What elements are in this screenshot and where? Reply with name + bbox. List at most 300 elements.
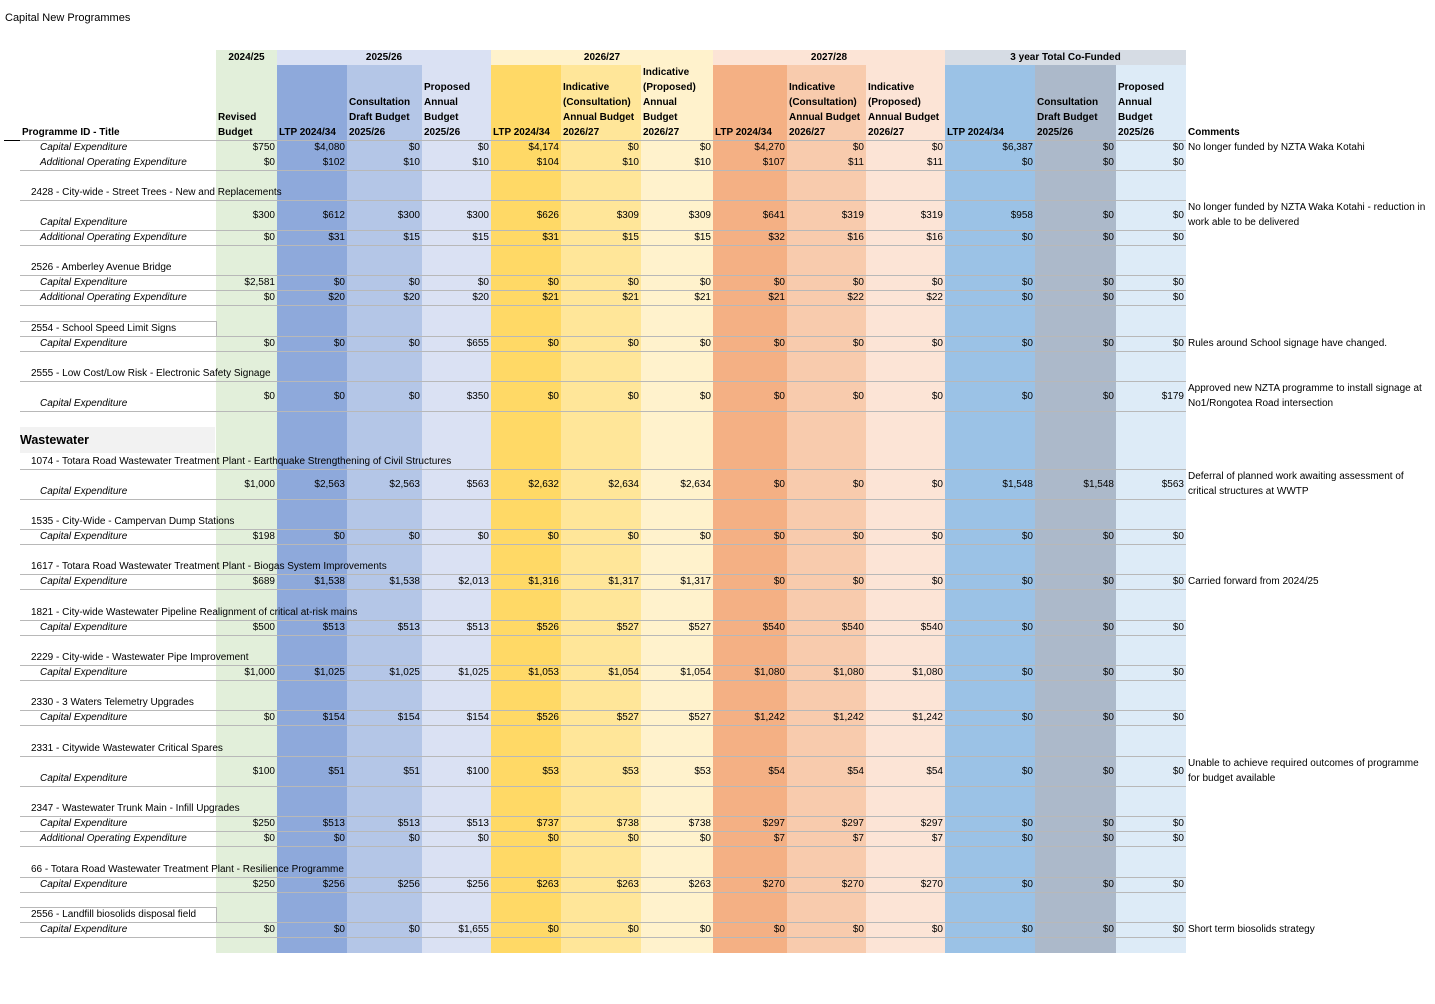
value-cell: $2,581 (244, 277, 275, 288)
line-label: Capital Expenditure (40, 277, 128, 288)
programme-title: 2526 - Amberley Avenue Bridge (31, 262, 172, 273)
comment-text: Rules around School signage have changed. (1188, 338, 1388, 349)
value-cell: $0 (627, 338, 639, 349)
programme-title-row (0, 695, 1435, 710)
value-cell: $0 (1021, 833, 1033, 844)
comment-text: No longer funded by NZTA Waka Kotahi - reduction in work able to be delivered (1188, 202, 1426, 228)
line-label: Capital Expenditure (40, 622, 128, 633)
value-cell: $0 (931, 479, 943, 490)
line-label: Capital Expenditure (40, 773, 128, 784)
value-cell: $0 (263, 391, 275, 402)
value-cell: $0 (1021, 232, 1033, 243)
value-cell: $54 (847, 766, 864, 777)
row-gridline (20, 336, 1186, 337)
value-cell: $21 (768, 292, 785, 303)
value-cell: $0 (852, 391, 864, 402)
value-cell: $0 (627, 924, 639, 935)
value-cell: $0 (1021, 338, 1033, 349)
value-cell: $0 (773, 338, 785, 349)
value-cell: $0 (263, 833, 275, 844)
value-cell: $1,538 (314, 576, 345, 587)
value-cell: $0 (1102, 766, 1114, 777)
value-cell: $0 (263, 232, 275, 243)
value-cell: $31 (542, 232, 559, 243)
value-cell: $0 (773, 391, 785, 402)
value-cell: $16 (847, 232, 864, 243)
value-cell: $0 (1021, 667, 1033, 678)
column-header: LTP 2024/34 (715, 127, 772, 138)
value-cell: $263 (688, 879, 711, 890)
value-cell: $53 (694, 766, 711, 777)
value-cell: $256 (322, 879, 345, 890)
programme-title: 2330 - 3 Waters Telemetry Upgrades (31, 697, 194, 708)
value-cell: $319 (841, 210, 864, 221)
value-cell: $527 (688, 622, 711, 633)
value-cell: $1,317 (680, 576, 711, 587)
value-cell: $1,025 (458, 667, 489, 678)
value-cell: $0 (1102, 667, 1114, 678)
value-cell: $0 (1021, 766, 1033, 777)
value-cell: $198 (252, 531, 275, 542)
value-cell: $0 (931, 924, 943, 935)
value-cell: $0 (852, 142, 864, 153)
value-cell: $1,054 (608, 667, 639, 678)
row-gridline (20, 710, 1186, 711)
value-cell: $10 (403, 157, 420, 168)
programme-title: 1535 - City-Wide - Campervan Dump Stations (31, 516, 235, 527)
row-gridline (20, 529, 1186, 530)
value-cell: $0 (931, 142, 943, 153)
row-gridline (20, 620, 1186, 621)
comment-text: Approved new NZTA programme to install signage at No1/Rongotea Road intersection (1188, 383, 1422, 409)
value-cell: $0 (773, 924, 785, 935)
value-cell: $0 (1172, 712, 1184, 723)
value-cell: $10 (694, 157, 711, 168)
value-cell: $0 (333, 391, 345, 402)
value-cell: $2,013 (458, 576, 489, 587)
value-cell: $21 (542, 292, 559, 303)
line-label: Capital Expenditure (40, 818, 128, 829)
column-header: Indicative (Consultation) Annual Budget 2026/27 (563, 82, 635, 138)
group-header: 3 year Total Co-Funded (945, 50, 1186, 65)
title-box-top (20, 321, 216, 322)
value-cell: $0 (1172, 879, 1184, 890)
value-cell: $0 (1102, 277, 1114, 288)
value-cell: $2,563 (314, 479, 345, 490)
row-gridline (20, 816, 1186, 817)
value-cell: $0 (263, 924, 275, 935)
value-cell: $0 (1102, 712, 1114, 723)
value-cell: $0 (1102, 833, 1114, 844)
value-cell: $0 (1102, 391, 1114, 402)
line-label: Capital Expenditure (40, 142, 128, 153)
value-cell: $7 (852, 833, 864, 844)
value-cell: $563 (466, 479, 489, 490)
value-cell: $0 (1102, 210, 1114, 221)
programme-title-row (0, 559, 1435, 574)
line-label: Capital Expenditure (40, 667, 128, 678)
column-header: Revised Budget (218, 112, 257, 138)
value-cell: $0 (547, 391, 559, 402)
row-gridline (20, 680, 1186, 681)
value-cell: $0 (1102, 232, 1114, 243)
value-cell: $526 (536, 622, 559, 633)
value-cell: $309 (616, 210, 639, 221)
value-cell: $6,387 (1002, 142, 1033, 153)
programme-title-row (0, 185, 1435, 200)
value-cell: $0 (1021, 622, 1033, 633)
value-cell: $15 (403, 232, 420, 243)
programme-title-row (0, 605, 1435, 620)
value-cell: $11 (848, 157, 864, 168)
value-cell: $15 (472, 232, 489, 243)
title-box-top (20, 907, 216, 908)
programme-title-row (0, 741, 1435, 756)
value-cell: $0 (852, 576, 864, 587)
value-cell: $53 (542, 766, 559, 777)
programme-title: 1074 - Totara Road Wastewater Treatment Plant - Earthquake Strengthening of Civil Structures (31, 456, 452, 467)
programme-title-row (0, 366, 1435, 381)
value-cell: $4,080 (314, 142, 345, 153)
row-gridline (20, 275, 1186, 276)
value-cell: $0 (931, 277, 943, 288)
value-cell: $0 (1172, 924, 1184, 935)
row-gridline (20, 937, 1186, 938)
column-header: Indicative (Consultation) Annual Budget 2026/27 (789, 82, 861, 138)
value-cell: $10 (622, 157, 639, 168)
value-cell: $256 (466, 879, 489, 890)
value-cell: $2,563 (389, 479, 420, 490)
value-cell: $0 (852, 531, 864, 542)
programme-title-row (0, 862, 1435, 877)
value-cell: $513 (466, 818, 489, 829)
programme-title-row (0, 801, 1435, 816)
column-header: LTP 2024/34 (493, 127, 550, 138)
value-cell: $0 (263, 712, 275, 723)
line-label: Additional Operating Expenditure (40, 833, 187, 844)
value-cell: $0 (627, 531, 639, 542)
value-cell: $1,080 (833, 667, 864, 678)
value-cell: $4,174 (528, 142, 559, 153)
value-cell: $1,080 (754, 667, 785, 678)
column-header: LTP 2024/34 (279, 127, 336, 138)
value-cell: $527 (688, 712, 711, 723)
value-cell: $0 (699, 391, 711, 402)
value-cell: $1,655 (458, 924, 489, 935)
value-cell: $563 (1161, 479, 1184, 490)
programme-title: 2229 - City-wide - Wastewater Pipe Improvement (31, 652, 249, 663)
comment-text: Carried forward from 2024/25 (1188, 576, 1319, 587)
value-cell: $0 (773, 277, 785, 288)
row-gridline (20, 846, 1186, 847)
programme-title: 1821 - City-wide Wastewater Pipeline Realignment of critical at-risk mains (31, 607, 358, 618)
value-cell: $319 (920, 210, 943, 221)
value-cell: $22 (847, 292, 864, 303)
programme-title: 2554 - School Speed Limit Signs (31, 323, 177, 334)
column-header: LTP 2024/34 (947, 127, 1004, 138)
value-cell: $0 (1021, 576, 1033, 587)
programme-title-row (0, 650, 1435, 665)
value-cell: $540 (762, 622, 785, 633)
comment-text: Unable to achieve required outcomes of programme for budget available (1188, 758, 1419, 784)
value-cell: $0 (1102, 622, 1114, 633)
value-cell: $527 (616, 712, 639, 723)
row-gridline (20, 469, 1186, 470)
value-cell: $0 (1102, 531, 1114, 542)
value-cell: $641 (762, 210, 785, 221)
value-cell: $0 (1102, 879, 1114, 890)
value-cell: $11 (927, 157, 943, 168)
value-cell: $612 (322, 210, 345, 221)
value-cell: $0 (263, 157, 275, 168)
comment-text: Deferral of planned work awaiting assessment of critical structures at WWTP (1188, 471, 1404, 497)
row-gridline (20, 351, 1186, 352)
row-gridline (20, 381, 1186, 382)
row-gridline (20, 589, 1186, 590)
value-cell: $300 (397, 210, 420, 221)
value-cell: $0 (1021, 277, 1033, 288)
value-cell: $0 (699, 924, 711, 935)
line-label: Capital Expenditure (40, 576, 128, 587)
value-cell: $655 (466, 338, 489, 349)
comment-text: No longer funded by NZTA Waka Kotahi (1188, 142, 1365, 153)
value-cell: $1,548 (1083, 479, 1114, 490)
value-cell: $0 (773, 576, 785, 587)
value-cell: $54 (768, 766, 785, 777)
value-cell: $7 (773, 833, 785, 844)
value-cell: $100 (252, 766, 275, 777)
value-cell: $0 (333, 531, 345, 542)
row-gridline (20, 499, 1186, 500)
value-cell: $0 (1172, 210, 1184, 221)
value-cell: $20 (328, 292, 345, 303)
value-cell: $10 (472, 157, 489, 168)
row-gridline (20, 725, 1186, 726)
value-cell: $16 (926, 232, 943, 243)
value-cell: $0 (1102, 142, 1114, 153)
value-cell: $1,242 (754, 712, 785, 723)
row-gridline (20, 665, 1186, 666)
value-cell: $300 (466, 210, 489, 221)
value-cell: $1,025 (314, 667, 345, 678)
value-cell: $0 (852, 479, 864, 490)
value-cell: $2,632 (528, 479, 559, 490)
programme-title: 1617 - Totara Road Wastewater Treatment Plant - Biogas System Improvements (31, 561, 387, 572)
value-cell: $750 (252, 142, 275, 153)
value-cell: $100 (466, 766, 489, 777)
title-box-side (216, 321, 217, 336)
value-cell: $0 (1021, 818, 1033, 829)
programme-title: 2331 - Citywide Wastewater Critical Spares (31, 743, 223, 754)
value-cell: $102 (322, 157, 345, 168)
value-cell: $53 (622, 766, 639, 777)
value-cell: $0 (699, 277, 711, 288)
line-label: Capital Expenditure (40, 712, 128, 723)
value-cell: $0 (627, 142, 639, 153)
value-cell: $0 (1021, 531, 1033, 542)
value-cell: $270 (762, 879, 785, 890)
value-cell: $270 (920, 879, 943, 890)
value-cell: $21 (622, 292, 639, 303)
group-header: 2024/25 (216, 50, 277, 65)
value-cell: $270 (841, 879, 864, 890)
value-cell: $0 (477, 277, 489, 288)
value-cell: $527 (616, 622, 639, 633)
value-cell: $0 (627, 277, 639, 288)
value-cell: $300 (252, 210, 275, 221)
value-cell: $0 (773, 531, 785, 542)
row-gridline (20, 305, 1186, 306)
row-gridline (20, 230, 1186, 231)
row-gridline (20, 892, 1186, 893)
value-cell: $0 (477, 531, 489, 542)
value-cell: $0 (333, 338, 345, 349)
value-cell: $1,548 (1002, 479, 1033, 490)
value-cell: $51 (403, 766, 420, 777)
value-cell: $513 (397, 818, 420, 829)
value-cell: $0 (931, 338, 943, 349)
programme-title: 2347 - Wastewater Trunk Main - Infill Upgrades (31, 803, 240, 814)
value-cell: $0 (773, 479, 785, 490)
value-cell: $500 (252, 622, 275, 633)
value-cell: $0 (333, 833, 345, 844)
value-cell: $0 (408, 833, 420, 844)
row-gridline (20, 140, 1186, 141)
value-cell: $4,270 (754, 142, 785, 153)
value-cell: $1,000 (244, 667, 275, 678)
value-cell: $689 (252, 576, 275, 587)
line-label: Additional Operating Expenditure (40, 157, 187, 168)
value-cell: $0 (408, 924, 420, 935)
value-cell: $250 (252, 879, 275, 890)
line-label: Capital Expenditure (40, 924, 128, 935)
programme-title-row (0, 260, 1435, 275)
value-cell: $0 (408, 391, 420, 402)
row-gridline (20, 786, 1186, 787)
value-cell: $0 (1102, 576, 1114, 587)
column-header: Proposed Annual Budget 2025/26 (1118, 82, 1165, 138)
value-cell: $1,054 (680, 667, 711, 678)
value-cell: $1,025 (389, 667, 420, 678)
value-cell: $513 (397, 622, 420, 633)
group-header: 2027/28 (713, 50, 945, 65)
comments-header: Comments (1188, 127, 1240, 138)
value-cell: $51 (328, 766, 345, 777)
value-cell: $0 (852, 924, 864, 935)
value-cell: $1,316 (528, 576, 559, 587)
value-cell: $0 (408, 338, 420, 349)
column-header: Indicative (Proposed) Annual Budget 2026/27 (643, 67, 696, 138)
value-cell: $21 (694, 292, 711, 303)
value-cell: $154 (397, 712, 420, 723)
value-cell: $1,317 (608, 576, 639, 587)
value-cell: $0 (547, 531, 559, 542)
value-cell: $1,242 (912, 712, 943, 723)
line-label: Capital Expenditure (40, 398, 128, 409)
value-cell: $154 (322, 712, 345, 723)
programme-title: 2556 - Landfill biosolids disposal field (31, 909, 197, 920)
value-cell: $0 (333, 277, 345, 288)
line-label: Capital Expenditure (40, 217, 128, 228)
value-cell: $513 (322, 622, 345, 633)
value-cell: $0 (1172, 142, 1184, 153)
value-cell: $0 (1021, 157, 1033, 168)
line-label: Additional Operating Expenditure (40, 232, 187, 243)
programme-title: 66 - Totara Road Wastewater Treatment Plant - Resilience Programme (31, 864, 344, 875)
section-wastewater: Wastewater (20, 427, 215, 453)
row-gridline (20, 544, 1186, 545)
value-cell: $1,080 (912, 667, 943, 678)
value-cell: $0 (1172, 833, 1184, 844)
value-cell: $0 (1172, 232, 1184, 243)
value-cell: $0 (1172, 338, 1184, 349)
value-cell: $20 (403, 292, 420, 303)
row-gridline (20, 922, 1186, 923)
value-cell: $0 (1172, 277, 1184, 288)
line-label: Capital Expenditure (40, 338, 128, 349)
value-cell: $1,242 (833, 712, 864, 723)
value-cell: $626 (536, 210, 559, 221)
value-cell: $250 (252, 818, 275, 829)
value-cell: $20 (472, 292, 489, 303)
value-cell: $540 (841, 622, 864, 633)
value-cell: $0 (1172, 292, 1184, 303)
row-gridline (20, 170, 1186, 171)
row-gridline (20, 635, 1186, 636)
page-title: Capital New Programmes (5, 12, 131, 24)
value-cell: $0 (263, 338, 275, 349)
value-cell: $31 (328, 232, 345, 243)
value-cell: $0 (1172, 818, 1184, 829)
value-cell: $0 (1102, 292, 1114, 303)
programme-title: 2428 - City-wide - Street Trees - New and Replacements (31, 187, 282, 198)
value-cell: $0 (1172, 576, 1184, 587)
value-cell: $0 (1021, 924, 1033, 935)
value-cell: $22 (926, 292, 943, 303)
value-cell: $0 (1172, 531, 1184, 542)
programme-title-row (0, 454, 1435, 469)
row-gridline (20, 574, 1186, 575)
value-cell: $1,000 (244, 479, 275, 490)
value-cell: $738 (616, 818, 639, 829)
value-cell: $0 (931, 576, 943, 587)
value-cell: $0 (1102, 924, 1114, 935)
value-cell: $0 (1102, 338, 1114, 349)
value-cell: $263 (536, 879, 559, 890)
value-cell: $0 (1021, 879, 1033, 890)
value-cell: $0 (408, 531, 420, 542)
value-cell: $0 (547, 277, 559, 288)
row-gridline (20, 411, 1186, 412)
line-label: Additional Operating Expenditure (40, 292, 187, 303)
value-cell: $0 (699, 531, 711, 542)
value-cell: $0 (408, 142, 420, 153)
line-label: Capital Expenditure (40, 879, 128, 890)
value-cell: $107 (762, 157, 785, 168)
programme-title-row (0, 514, 1435, 529)
value-cell: $0 (627, 833, 639, 844)
row-gridline (20, 200, 1186, 201)
value-cell: $15 (622, 232, 639, 243)
value-cell: $526 (536, 712, 559, 723)
value-cell: $32 (768, 232, 785, 243)
value-cell: $297 (841, 818, 864, 829)
column-header: Consultation Draft Budget 2025/26 (1037, 97, 1099, 138)
value-cell: $0 (333, 924, 345, 935)
value-cell: $0 (408, 277, 420, 288)
value-cell: $0 (1102, 818, 1114, 829)
value-cell: $179 (1161, 391, 1184, 402)
